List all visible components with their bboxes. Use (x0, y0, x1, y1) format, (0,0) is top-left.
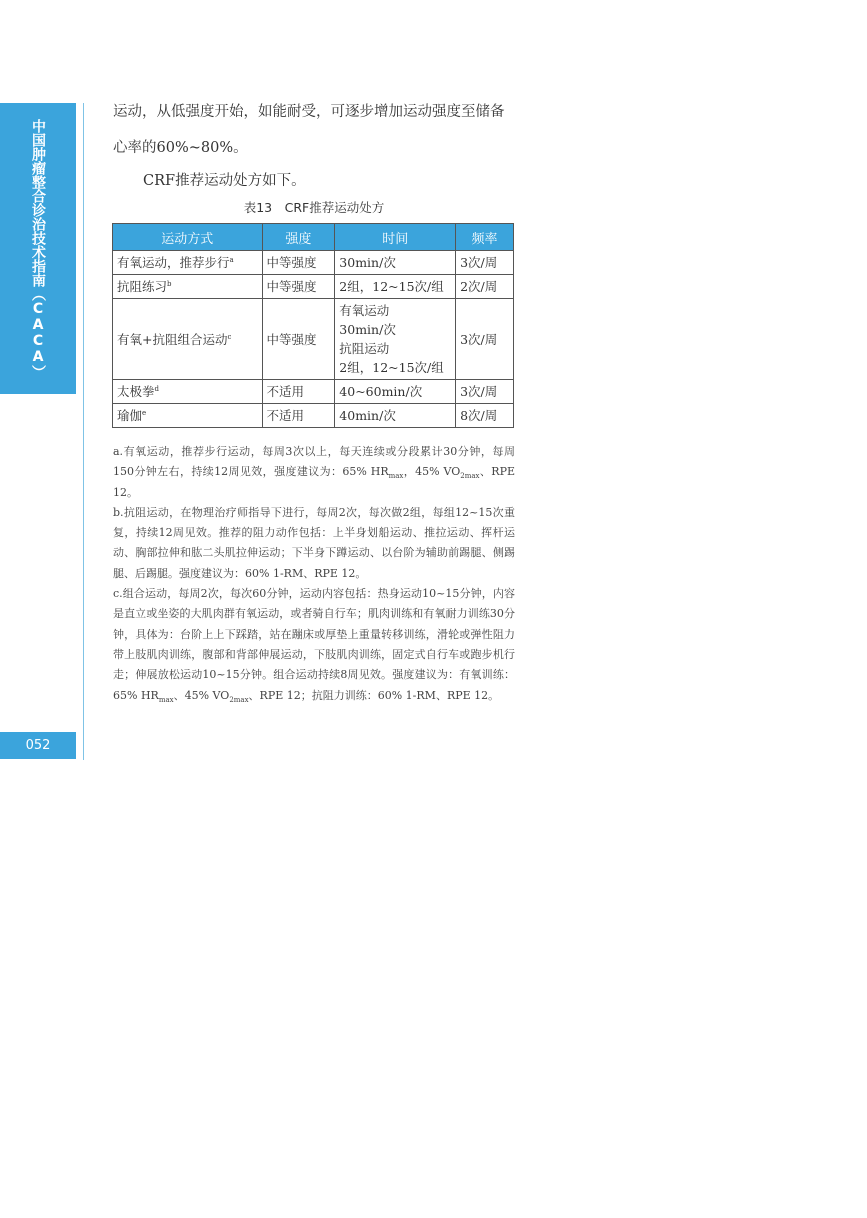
paragraph-lead: CRF推荐运动处方如下。 (143, 173, 306, 189)
page-number: 052 (0, 732, 76, 759)
note-c: c.组合运动，每周2次，每次60分钟，运动内容包括：热身运动10~15分钟，内容是直立或坐姿的大肌肉群有氧运动，或者骑自行车；肌肉训练和有氧耐力训练30分钟，具体为：台阶上上下踩踏，站在蹦床或厚垫上重量转移训练，滑轮或弹性阻力带上肢肌肉训练，腹部和背部伸展运动，下肢肌肉训练，固定式自行车或跑步机行走；伸展放松运动10~15分钟。组合运动持续8周见效。强度建议为：有氧训练：65% $HR_{max}$、45% $VO_{2max}$、RPE 12；抗阻力训练：60% 1-RM、RPE 12。 (113, 587, 515, 704)
cell-intensity: 中等强度 (262, 275, 335, 299)
cell-frequency: 3次/周 (456, 299, 514, 380)
table-row (113, 380, 514, 404)
table-row (113, 251, 514, 275)
table-row (113, 404, 514, 428)
cell-frequency: 8次/周 (456, 404, 514, 428)
header-time: 时间 (335, 224, 456, 251)
note-b: b.抗阻运动，在物理治疗师指导下进行，每周2次，每次做2组，每组12~15次重复，持续12周见效。推荐的阻力动作包括：上半身划船运动、推拉运动、挥杆运动、胸部拉伸和肱二头肌拉伸运动；下半身下蹲运动、以台阶为辅助前踢腿、侧踢腿、后踢腿。强度建议为：60% 1-RM、RPE 12。 (113, 505, 515, 580)
cell-time: 2组，12~15次/组 (335, 275, 456, 299)
cell-mode: 有氧运动，推荐步行$^a$ (113, 251, 263, 275)
sidebar-title (0, 103, 76, 394)
table-notes (113, 442, 515, 706)
header-intensity: 强度 (262, 224, 335, 251)
header-mode: 运动方式 (113, 224, 263, 251)
cell-mode: 太极拳$^d$ (113, 380, 263, 404)
cell-frequency: 2次/周 (456, 275, 514, 299)
cell-intensity: 中等强度 (262, 299, 335, 380)
table-caption: 表13 CRF推荐运动处方 (243, 200, 385, 215)
table-row (113, 299, 514, 380)
header-frequency: 频率 (456, 224, 514, 251)
cell-mode: 抗阻练习$^b$ (113, 275, 263, 299)
cell-mode: 有氧+抗阻组合运动$^c$ (113, 299, 263, 380)
note-a: a.有氧运动，推荐步行运动，每周3次以上，每天连续或分段累计30分钟，每周150分钟左右，持续12周见效，强度建议为：65% $HR_{max}$，45% $VO_{2max}$、RPE 12。 (113, 445, 515, 499)
cell-time: 40~60min/次 (335, 380, 456, 404)
cell-time: 40min/次 (335, 404, 456, 428)
prescription-table (112, 223, 514, 428)
cell-intensity: 不适用 (262, 404, 335, 428)
cell-time: 30min/次 (335, 251, 456, 275)
table-row (113, 275, 514, 299)
cell-intensity: 中等强度 (262, 251, 335, 275)
cell-mode: 瑜伽$^e$ (113, 404, 263, 428)
cell-time: 有氧运动 30min/次 抗阻运动 2组，12~15次/组 (335, 299, 456, 380)
sidebar-title-text: 中国肿瘤整合诊治技术指南（CACA） (30, 118, 46, 379)
table-header-row (113, 224, 514, 251)
cell-intensity: 不适用 (262, 380, 335, 404)
paragraph-intro: 运动，从低强度开始，如能耐受，可逐步增加运动强度至储备心率的60%~80%。 (113, 104, 505, 156)
cell-frequency: 3次/周 (456, 251, 514, 275)
cell-frequency: 3次/周 (456, 380, 514, 404)
margin-divider (83, 103, 84, 760)
